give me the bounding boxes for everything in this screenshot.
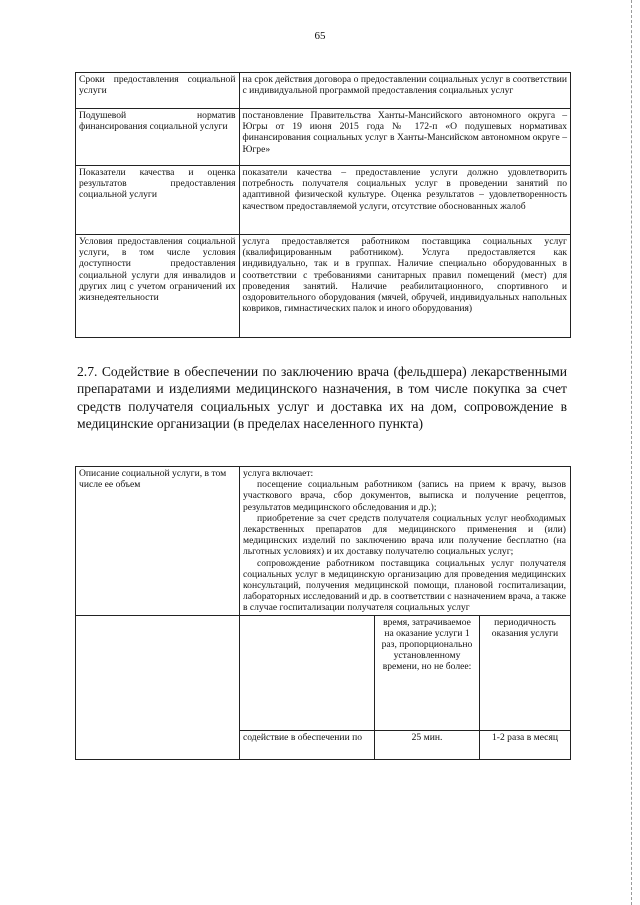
time-value: 25 мин.: [375, 730, 480, 759]
row-value-terms: на срок действия договора о предоставлении социальных услуг в соответствии с индивидуальной программой предоставления социальных услуг: [239, 73, 571, 109]
period-header: периодичность оказания услуги: [480, 616, 571, 731]
page-number: 65: [314, 30, 326, 42]
empty-cell: [76, 615, 240, 759]
description-paragraph: приобретение за счет средств получателя социальных услуг необходимых лекарственных препаратов для медицинского применения и (или) медицинских изделий по заключению врача или получение бесплатно (на льготных условиях) и их доставку получателю социальных услуг;: [243, 512, 566, 558]
row-value-description: [240, 467, 571, 616]
service-description-table: [75, 466, 571, 760]
schedule-table: [240, 616, 570, 759]
empty-cell: [240, 616, 375, 731]
row-value-funding: постановление Правительства Ханты-Мансийского автономного округа – Югры от 19 июня 2015 года № 172-п «О подушевых нормативах финансирования социальных услуг в Ханты-Мансийском автономном округе – Югре»: [239, 109, 571, 166]
scan-edge: [631, 0, 638, 905]
table-row: [76, 73, 571, 109]
time-header: время, затрачиваемое на оказание услуги 1 раз, пропорционально установленному времени, но не более:: [375, 616, 480, 731]
table-row: [240, 616, 570, 731]
table-row: [76, 235, 571, 338]
row-label-funding: Подушевой норматив финансирования социальной услуги: [76, 109, 240, 166]
row-value-quality: показатели качества – предоставление услуги должно удовлетворить потребность получателя социальных услуг в проведении занятий по адаптивной физической культуре. Оценка результатов – удовлетворенность качеством предоставляемой услуги, отсутствие обоснованных жалоб: [239, 166, 571, 235]
description-intro: услуга включает:: [243, 468, 314, 479]
description-paragraph: посещение социальным работником (запись на прием к врачу, вызов участкового врача, сбор документов, выписка и получение рецептов, результатов медицинского обследования и др.);: [243, 479, 566, 513]
table-row: [76, 467, 571, 616]
row-value-conditions: услуга предоставляется работником поставщика социальных услуг (квалифицированным работником). Услуга предоставляется как индивидуально, так и в группах. Наличие специально оборудованных в соответствии с требованиями санитарных правил помещений (мест) для проведения занятий. Наличие реабилитационного, спортивного и оздоровительного оборудования (мячей, обручей, индивидуальных напольных ковриков, гимнастических палок и иного оборудования): [239, 235, 571, 338]
schedule-cell: [240, 615, 571, 759]
table-row: [76, 109, 571, 166]
description-paragraph: сопровождение работником поставщика социальных услуг получателя социальных услуг в медицинскую организацию для проведения медицинских консультаций, получения медицинской помощи, плановой госпитализации, лабораторных исследований и др. в соответствии с назначением врача, а также в случае госпитализации получателя социальных услуг: [243, 557, 566, 614]
section-heading: 2.7. Содействие в обеспечении по заключению врача (фельдшера) лекарственными препаратами и изделиями медицинского назначения, в том числе покупка за счет средств получателя социальных услуг и доставка их на дом, сопровождение в медицинские организации (в пределах населенного пункта): [77, 364, 567, 432]
row-label-conditions: Условия предоставления социальной услуги, в том числе условия доступности предоставления социальной услуги для инвалидов и других лиц с учетом ограничений их жизнедеятельности: [76, 235, 240, 338]
row-label-terms: Сроки предоставления социальной услуги: [76, 73, 240, 109]
service-name-cell: содействие в обеспечении по: [240, 730, 375, 759]
row-label-quality: Показатели качества и оценка результатов предоставления социальной услуги: [76, 166, 240, 235]
table-row: [240, 730, 570, 759]
table-row: [76, 615, 571, 759]
row-label-description: Описание социальной услуги, в том числе ее объем: [76, 467, 240, 616]
table-row: [76, 166, 571, 235]
service-terms-table: [75, 72, 571, 338]
period-value: 1-2 раза в месяц: [480, 730, 571, 759]
